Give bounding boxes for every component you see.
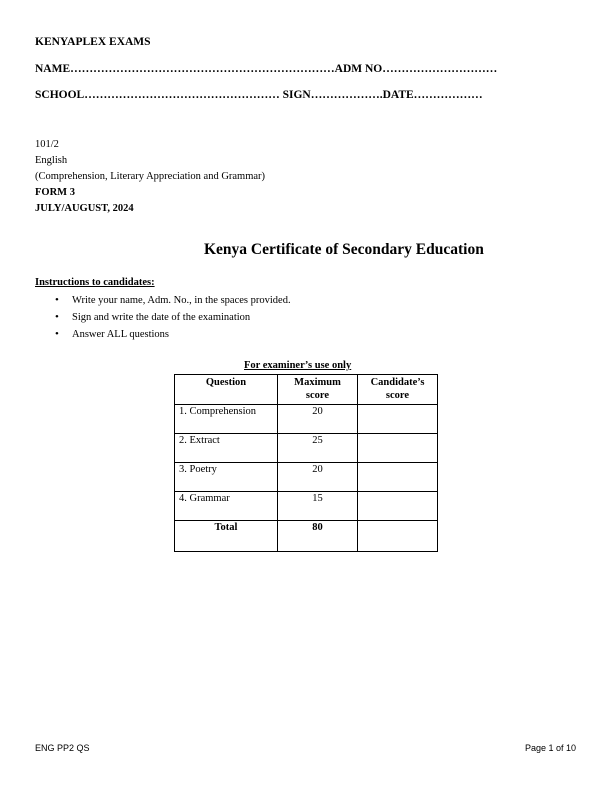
name-adm-line: NAME……………………………………………………………ADM NO………………………… <box>35 63 498 75</box>
total-row <box>175 521 438 552</box>
total-label: Total <box>175 521 278 552</box>
instruction-item: • Write your name, Adm. No., in the spaces provided. <box>55 293 291 310</box>
candidate-score-cell[interactable] <box>358 434 438 463</box>
max-score-cell: 20 <box>278 405 358 434</box>
table-row <box>175 405 438 434</box>
total-candidate-score[interactable] <box>358 521 438 552</box>
organization-name: KENYAPLEX EXAMS <box>35 36 151 48</box>
table-row <box>175 463 438 492</box>
question-cell: 2. Extract <box>175 434 278 463</box>
candidate-score-cell[interactable] <box>358 492 438 521</box>
school-sign-date-line: SCHOOL…………………………………………… SIGN……………….DATE……………… <box>35 89 483 101</box>
header-candidate-score: Candidate’s score <box>358 375 438 405</box>
candidate-score-cell[interactable] <box>358 405 438 434</box>
footer-left: ENG PP2 QS <box>35 743 90 753</box>
header-question: Question <box>175 375 278 405</box>
header-max-score: Maximum score <box>278 375 358 405</box>
question-cell: 3. Poetry <box>175 463 278 492</box>
table-header-row <box>175 375 438 405</box>
table-row <box>175 434 438 463</box>
max-score-cell: 25 <box>278 434 358 463</box>
exam-session: JULY/AUGUST, 2024 <box>35 203 134 214</box>
page-title: Kenya Certificate of Secondary Education <box>204 241 484 258</box>
max-score-cell: 15 <box>278 492 358 521</box>
instruction-item: • Answer ALL questions <box>55 327 291 344</box>
question-cell: 1. Comprehension <box>175 405 278 434</box>
table-row <box>175 492 438 521</box>
paper-subtitle: (Comprehension, Literary Appreciation and Grammar) <box>35 171 266 182</box>
subject: English <box>35 155 68 166</box>
total-max-score: 80 <box>278 521 358 552</box>
max-score-cell: 20 <box>278 463 358 492</box>
paper-code: 101/2 <box>35 139 59 150</box>
question-cell: 4. Grammar <box>175 492 278 521</box>
instructions-heading: Instructions to candidates: <box>35 277 155 288</box>
instruction-item: • Sign and write the date of the examination <box>55 310 291 327</box>
score-table <box>174 374 438 552</box>
table-caption: For examiner’s use only <box>244 360 352 371</box>
form-level: FORM 3 <box>35 187 75 198</box>
page-number: Page 1 of 10 <box>524 743 576 753</box>
candidate-score-cell[interactable] <box>358 463 438 492</box>
instructions-list <box>55 293 291 344</box>
